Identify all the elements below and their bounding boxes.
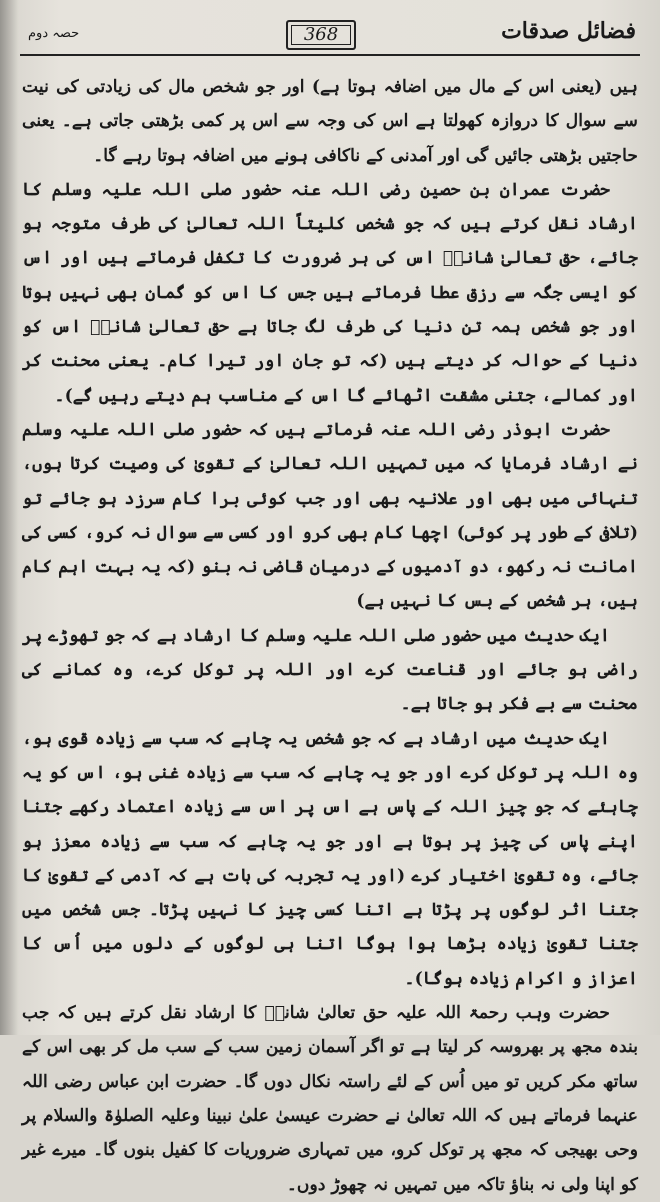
header-divider [20,54,640,56]
page-number: 368 [286,20,356,50]
paragraph: حضرت عمران بن حصین رضی اللہ عنہ حضور صلی اللہ علیہ وسلم کا ارشاد نقل کرتے ہیں کہ جو شخص کلیتاً اللہ تعالیٰ کی طرف متوجہ ہو جائے، حق تعالیٰ شانہٗ اس کی ہر ضرورت کا تکفل فرماتے ہیں اور اس کو ایسی جگہ سے رزق عطا فرماتے ہیں جس کا اس کو گمان بھی نہیں ہوتا اور جو شخص ہمہ تن دنیا کی طرف لگ جاتا ہے حق تعالیٰ شانہٗ اس کو دنیا کے حوالہ کر دیتے ہیں (کہ تو جان اور تیرا کام۔ یعنی محنت کر اور کمالے، جتنی مشقت اٹھائے گا اس کے مناسب ہم دیتے رہیں گے)۔ [22,179,638,406]
book-title: فضائل صدقات [501,18,636,44]
paragraph: ایک حدیث میں حضور صلی اللہ علیہ وسلم کا ارشاد ہے کہ جو تھوڑے پر راضی ہو جائے اور قناعت کرے اور اللہ پر توکل کرے، وہ کمانے کی محنت سے بے فکر ہو جاتا ہے۔ [22,625,638,715]
binding-shadow [0,0,18,1035]
page-body [22,70,638,1202]
paragraph: ایک حدیث میں ارشاد ہے کہ جو شخص یہ چاہے کہ سب سے زیادہ قوی ہو، وہ اللہ پر توکل کرے اور جو یہ چاہے کہ سب سے زیادہ غنی ہو، اس کو یہ چاہئے کہ جو چیز اللہ کے پاس ہے اس پر اس سے زیادہ اعتماد رکھے جتنا اپنے پاس کی چیز پر ہوتا ہے اور جو یہ چاہے کہ سب سے زیادہ معزز ہو جائے، وہ تقویٰ اختیار کرے (اور یہ تجربہ کی بات ہے کہ آدمی کے تقویٰ کا جتنا اثر لوگوں پر پڑتا ہے اتنا کسی چیز کا نہیں پڑتا۔ جس شخص میں جتنا تقویٰ زیادہ بڑھا ہوا ہوگا اتنا ہی لوگوں کے دلوں میں اُس کا اعزاز و اکرام زیادہ ہوگا)۔ [22,728,638,989]
paragraph: ہیں (یعنی اس کے مال میں اضافہ ہوتا ہے) اور جو شخص مال کی زیادتی کی نیت سے سوال کا دروازہ کھولتا ہے اس کی وجہ سے اس پر کمی بڑھتی جاتی ہے۔ یعنی حاجتیں بڑھتی جائیں گی اور آمدنی کے ناکافی ہونے میں اضافہ ہوتا رہے گا۔ [22,77,638,166]
page-header [0,14,660,54]
paragraph: حضرت وہب رحمۃ اللہ علیہ حق تعالیٰ شانہٗ کا ارشاد نقل کرتے ہیں کہ جب بندہ مجھ پر بھروسہ کر لیتا ہے تو اگر آسمان زمین سب کے سب مل کر بھی اس کے ساتھ مکر کریں تو میں اُس کے لئے راستہ نکال دوں گا۔ حضرت ابن عباس رضی اللہ عنہما فرماتے ہیں کہ اللہ تعالیٰ نے حضرت عیسیٰ علیٰ نبینا وعلیہ الصلوٰۃ والسلام پر وحی بھیجی کہ مجھ پر توکل کرو، میں تمہاری ضروریات کا کفیل بنوں گا۔ میرے غیر کو اپنا ولی نہ بناؤ تاکہ میں تمہیں نہ چھوڑ دوں۔ [22,1003,638,1195]
paragraph: حضرت ابوذر رضی اللہ عنہ فرماتے ہیں کہ حضور صلی اللہ علیہ وسلم نے ارشاد فرمایا کہ میں تمہیں اللہ تعالیٰ کے تقویٰ کی وصیت کرتا ہوں، تنہائی میں بھی اور علانیہ بھی اور جب کوئی برا کام سرزد ہو جائے تو (تلافی کے طور پر کوئی) اچھا کام بھی کرو اور کسی سے سوال نہ کرو، کسی کی امانت نہ رکھو، دو آدمیوں کے درمیان قاضی نہ بنو (کہ یہ بہت اہم کام ہیں، ہر شخص کے بس کا نہیں ہے) [22,419,638,612]
section-label: حصہ دوم [28,26,80,41]
